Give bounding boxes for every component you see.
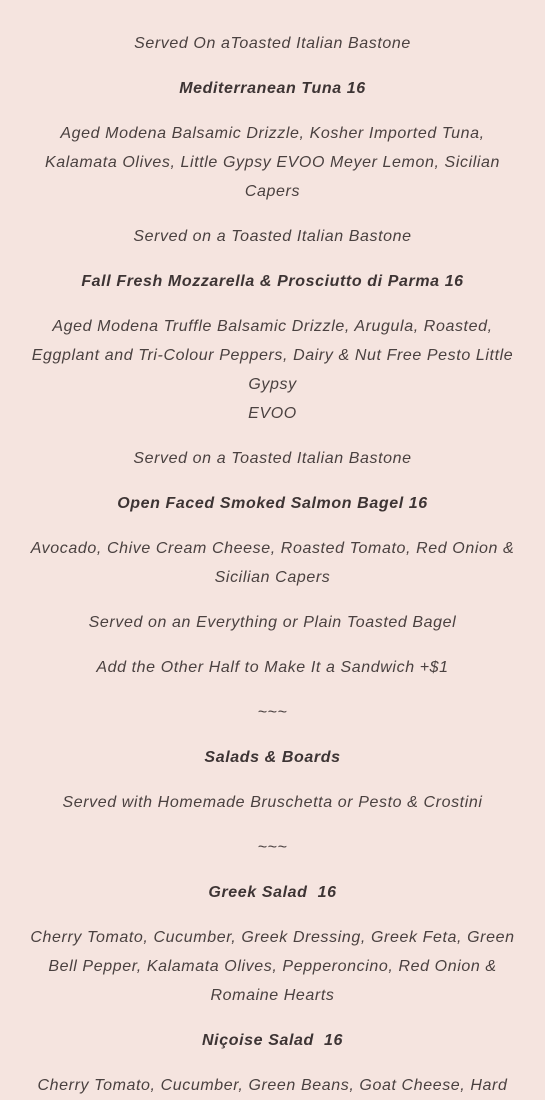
item-title: Fall Fresh Mozzarella & Prosciutto di Parma 16 xyxy=(81,273,464,290)
serving-note: Served on a Toasted Italian Bastone xyxy=(133,450,412,467)
serving-note: Served on an Everything or Plain Toasted Bagel xyxy=(88,614,457,631)
item-description: Aged Modena Balsamic Drizzle, Kosher Imported Tuna, Kalamata Olives, Little Gypsy EVOO Meyer Lemon, Sicilian Capers xyxy=(44,125,501,200)
item-title: Open Faced Smoked Salmon Bagel 16 xyxy=(117,495,428,512)
serving-note: Served On aToasted Italian Bastone xyxy=(134,35,411,52)
serving-note: Served on a Toasted Italian Bastone xyxy=(133,228,412,245)
section-note: Served with Homemade Bruschetta or Pesto & Crostini xyxy=(62,794,483,811)
item-description: Cherry Tomato, Cucumber, Green Beans, Goat Cheese, Hard xyxy=(37,1077,508,1094)
add-on-note: Add the Other Half to Make It a Sandwich +$1 xyxy=(96,659,449,676)
divider: ~~~ xyxy=(257,704,288,721)
divider: ~~~ xyxy=(257,839,288,856)
item-description-text: Aged Modena Truffle Balsamic Drizzle, Arugula, Roasted, Eggplant and Tri-Colour Peppers, Dairy & Nut Free Pesto Little Gypsy xyxy=(31,318,514,393)
item-title: Greek Salad 16 xyxy=(208,884,337,901)
section-title: Salads & Boards xyxy=(204,749,341,766)
item-description xyxy=(22,312,523,428)
item-description: Cherry Tomato, Cucumber, Greek Dressing, Greek Feta, Green Bell Pepper, Kalamata Olives, Pepperoncino, Red Onion & Romaine Hearts xyxy=(30,929,515,1004)
item-title: Niçoise Salad 16 xyxy=(202,1032,343,1049)
item-description-extra: EVOO xyxy=(248,405,297,422)
item-title: Mediterranean Tuna 16 xyxy=(179,80,366,97)
item-description: Avocado, Chive Cream Cheese, Roasted Tomato, Red Onion & Sicilian Capers xyxy=(30,540,515,586)
